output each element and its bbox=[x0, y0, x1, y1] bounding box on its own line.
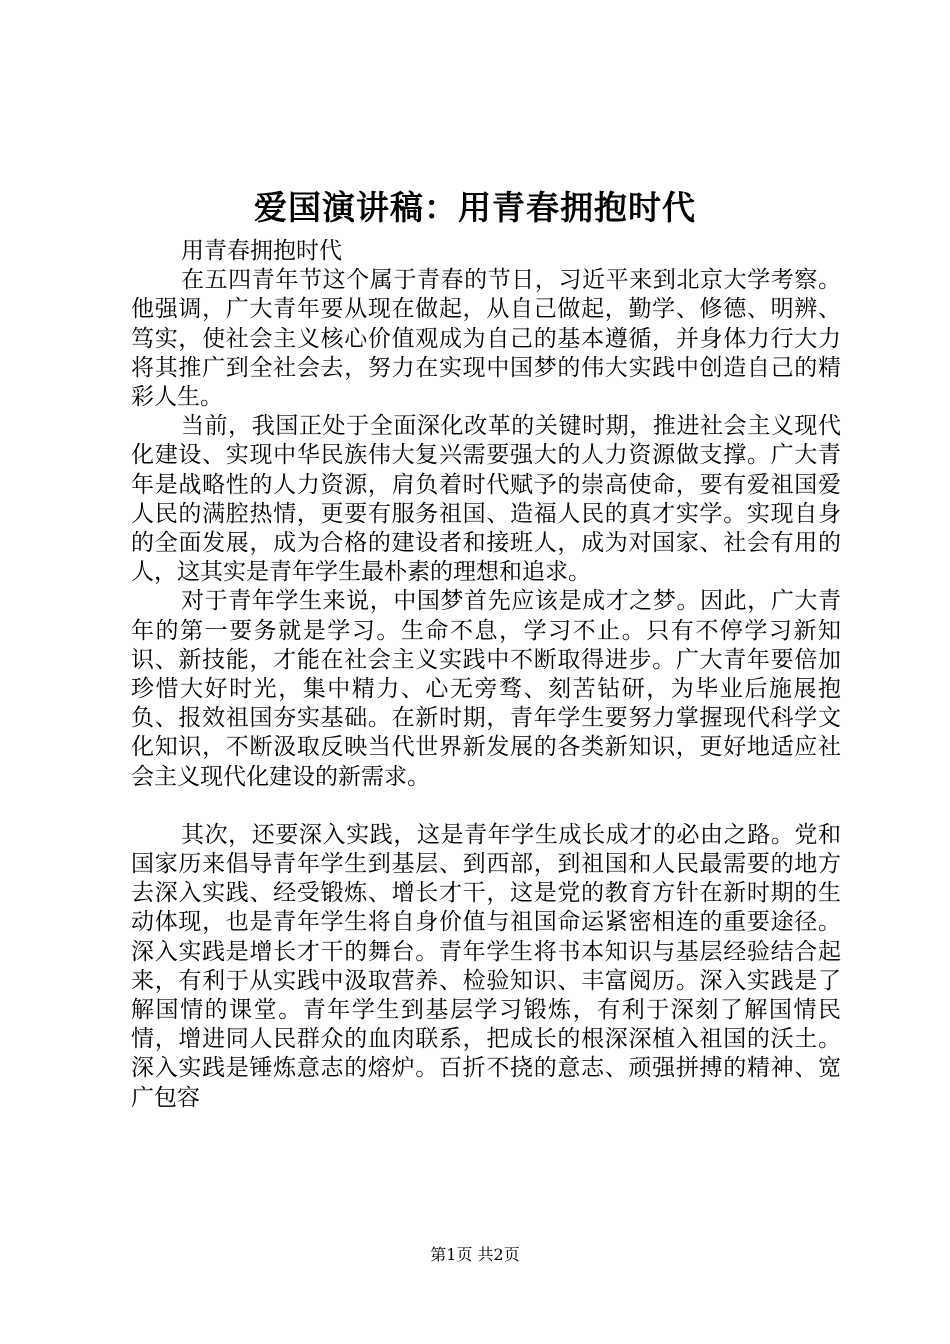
paragraph: 其次，还要深入实践，这是青年学生成长成才的必由之路。党和国家历来倡导青年学生到基层、到西部，到祖国和人民最需要的地方去深入实践、经受锻炼、增长才干，这是党的教育方针在新时期的生动体现，也是青年学生将自身价值与祖国命运紧密相连的重要途径。深入实践是增长才干的舞台。青年学生将书本知识与基层经验结合起来，有利于从实践中汲取营养、检验知识、丰富阅历。深入实践是了解国情的课堂。青年学生到基层学习锻炼，有利于深刻了解国情民情，增进同人民群众的血肉联系，把成长的根深深植入祖国的沃土。深入实践是锤炼意志的熔炉。百折不挠的意志、顽强拼搏的精神、宽广包容 bbox=[131, 821, 841, 1111]
paragraph-subtitle: 用青春拥抱时代 bbox=[181, 238, 342, 264]
page-number-footer: 第1页 共2页 bbox=[430, 1245, 520, 1264]
document-body bbox=[131, 237, 841, 1113]
paragraph: 在五四青年节这个属于青春的节日，习近平来到北京大学考察。他强调，广大青年要从现在做起，从自己做起，勤学、修德、明辨、笃实，使社会主义核心价值观成为自己的基本遵循，并身体力行大力将其推广到全社会去，努力在实现中国梦的伟大实践中创造自己的精彩人生。 bbox=[131, 267, 841, 411]
paragraph: 对于青年学生来说，中国梦首先应该是成才之梦。因此，广大青年的第一要务就是学习。生命不息，学习不止。只有不停学习新知识、新技能，才能在社会主义实践中不断取得进步。广大青年要倍加珍惜大好时光，集中精力、心无旁骛、刻苦钻研，为毕业后施展抱负、报效祖国夯实基础。在新时期，青年学生要努力掌握现代科学文化知识，不断汲取反映当代世界新发展的各类新知识，更好地适应社会主义现代化建设的新需求。 bbox=[131, 588, 841, 790]
document-title: 爱国演讲稿：用青春拥抱时代 bbox=[254, 188, 696, 227]
paragraph: 当前，我国正处于全面深化改革的关键时期，推进社会主义现代化建设、实现中华民族伟大复兴需要强大的人力资源做支撑。广大青年是战略性的人力资源，肩负着时代赋予的崇高使命，要有爱祖国爱人民的满腔热情，更要有服务祖国、造福人民的真才实学。实现自身的全面发展，成为合格的建设者和接班人，成为对国家、社会有用的人，这其实是青年学生最朴素的理想和追求。 bbox=[131, 413, 841, 586]
